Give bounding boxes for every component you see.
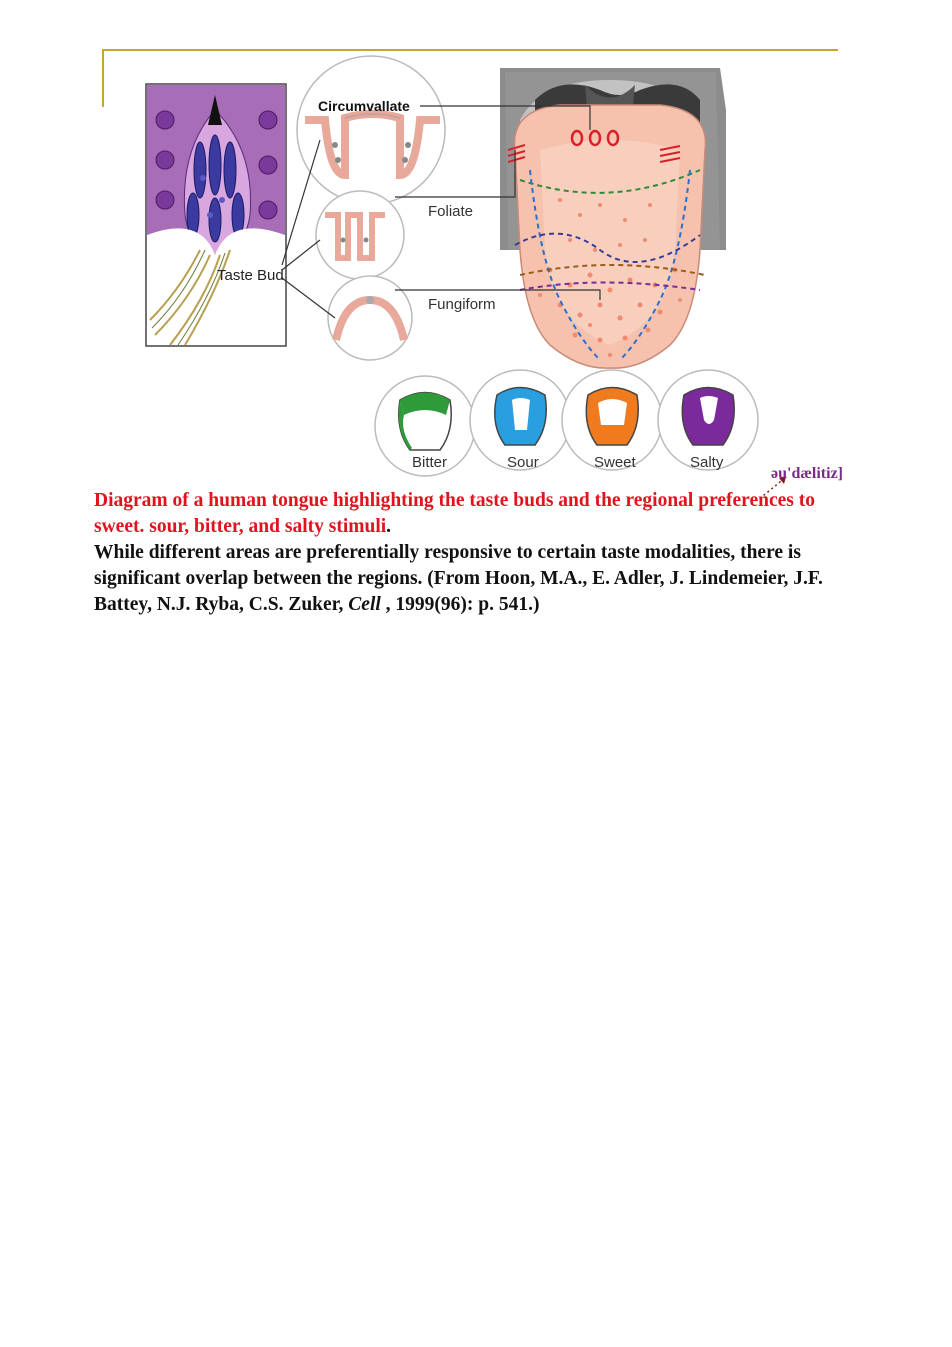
taste-sweet-label: Sweet bbox=[594, 454, 636, 471]
taste-bitter-label: Bitter bbox=[412, 454, 448, 471]
taste-bud-label: Taste Bud bbox=[217, 267, 284, 284]
fungiform-label: Fungiform bbox=[428, 296, 496, 313]
caption-body-text: While different areas are preferentially responsive to certain taste modalities, there is significant overlap between the regions. (From Hoon, M.A., E. Adler, J. Lindemeier, J.F. Battey, N.J. Ryba, C.S. Zuker, bbox=[94, 542, 823, 615]
phonetic-annotation: əu'dælitiz] bbox=[771, 465, 843, 482]
caption-body bbox=[94, 542, 823, 615]
caption-title-end: . bbox=[386, 516, 392, 537]
taste-sour-label: Sour bbox=[507, 454, 539, 471]
taste-sour bbox=[470, 370, 570, 471]
tongue-diagram bbox=[0, 0, 952, 500]
foliate-closeup bbox=[316, 191, 404, 279]
taste-salty bbox=[658, 370, 758, 471]
tongue bbox=[508, 105, 705, 368]
figure-caption bbox=[94, 488, 854, 618]
caption-journal: Cell bbox=[348, 594, 381, 615]
taste-bitter bbox=[375, 376, 475, 476]
taste-bud-cross-section bbox=[146, 84, 286, 346]
caption-title: Diagram of a human tongue highlighting the taste buds and the regional preferences to sweet. sour, bitter, and salty stimuli bbox=[94, 490, 815, 537]
taste-sweet bbox=[562, 370, 662, 471]
circumvallate-closeup bbox=[297, 56, 445, 204]
taste-salty-label: Salty bbox=[690, 454, 724, 471]
circumvallate-label: Circumvallate bbox=[318, 98, 410, 114]
foliate-label: Foliate bbox=[428, 203, 474, 220]
fungiform-closeup bbox=[328, 276, 412, 360]
caption-citation: , 1999(96): p. 541.) bbox=[380, 594, 540, 615]
